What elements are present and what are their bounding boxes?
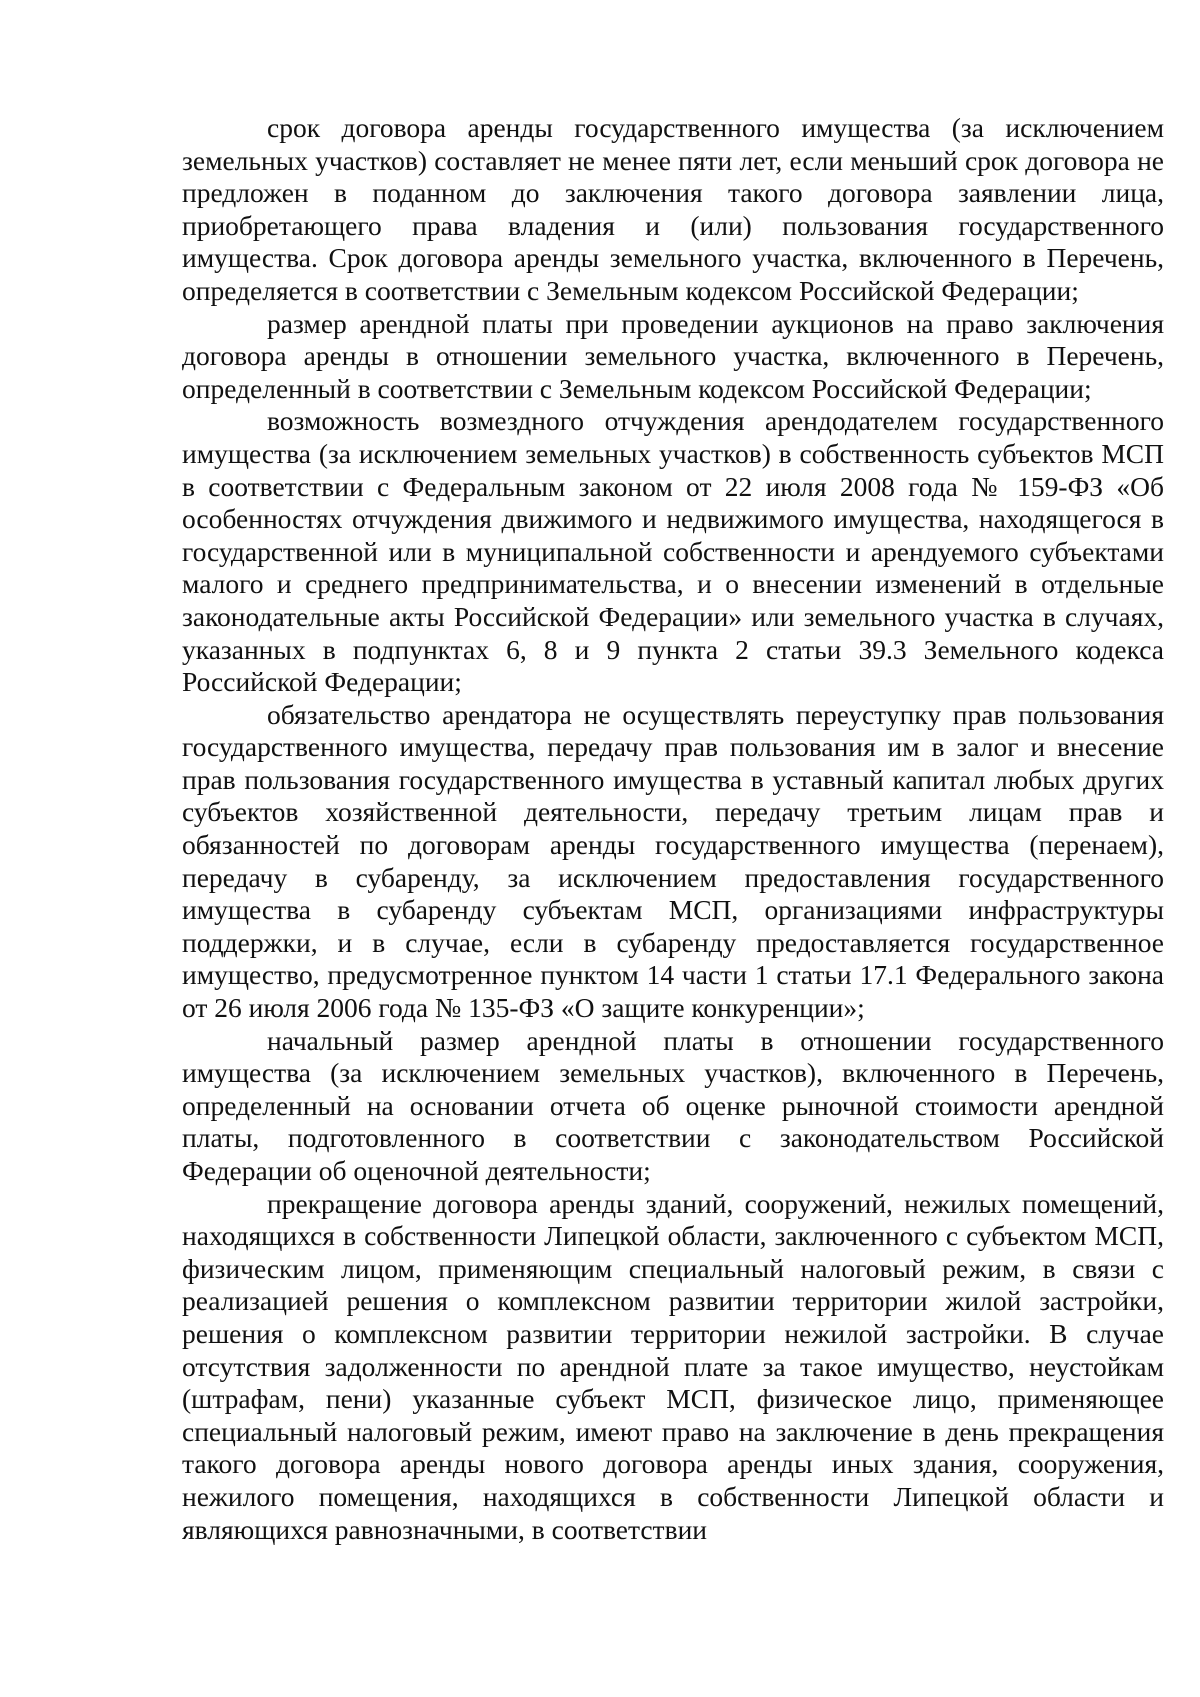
paragraph-tenant-obligation: обязательство арендатора не осуществлять переуступку прав пользования государственного имущества, передачу прав пользования им в залог и внесение прав пользования государственного имущества в уставный капитал любых других субъектов хозяйственной деятельности, передачу третьим лицам прав и обязанностей по договорам аренды государственного имущества (перенаем), передачу в субаренду, за исключением предоставления государственного имущества в субаренду субъектам МСП, организациями инфраструктуры поддержки, и в случае, если в субаренду предоставляется государственное имущество, предусмотренное пунктом 14 части 1 статьи 17.1 Федерального закона от 26 июля 2006 года № 135-ФЗ «О защите конкуренции»;: [182, 698, 1164, 1024]
document-page: [182, 112, 1164, 1546]
paragraph-termination: прекращение договора аренды зданий, сооружений, нежилых помещений, находящихся в собственности Липецкой области, заключенного с субъектом МСП, физическим лицом, применяющим специальный налоговый режим, в связи с реализацией решения о комплексном развитии территории жилой застройки, решения о комплексном развитии территории нежилой застройки. В случае отсутствия задолженности по арендной плате за такое имущество, неустойкам (штрафам, пени) указанные субъект МСП, физическое лицо, применяющее специальный налоговый режим, имеют право на заключение в день прекращения такого договора аренды нового договора аренды иных здания, сооружения, нежилого помещения, находящихся в собственности Липецкой области и являющихся равнозначными, в соответствии: [182, 1187, 1164, 1545]
paragraph-initial-rent: начальный размер арендной платы в отношении государственного имущества (за исключением земельных участков), включенного в Перечень, определенный на основании отчета об оценке рыночной стоимости арендной платы, подготовленного в соответствии с законодательством Российской Федерации об оценочной деятельности;: [182, 1024, 1164, 1186]
paragraph-auction-rent: размер арендной платы при проведении аукционов на право заключения договора аренды в отношении земельного участка, включенного в Перечень, определенный в соответствии с Земельным кодексом Российской Федерации;: [182, 307, 1164, 404]
paragraph-alienation: возможность возмездного отчуждения арендодателем государственного имущества (за исключением земельных участков) в собственность субъектов МСП в соответствии с Федеральным законом от 22 июля 2008 года № 159-ФЗ «Об особенностях отчуждения движимого и недвижимого имущества, находящегося в государственной или в муниципальной собственности и арендуемого субъектами малого и среднего предпринимательства, и о внесении изменений в отдельные законодательные акты Российской Федерации» или земельного участка в случаях, указанных в подпунктах 6, 8 и 9 пункта 2 статьи 39.3 Земельного кодекса Российской Федерации;: [182, 405, 1164, 698]
paragraph-lease-term: срок договора аренды государственного имущества (за исключением земельных участков) составляет не менее пяти лет, если меньший срок договора не предложен в поданном до заключения такого договора заявлении лица, приобретающего права владения и (или) пользования государственного имущества. Срок договора аренды земельного участка, включенного в Перечень, определяется в соответствии с Земельным кодексом Российской Федерации;: [182, 112, 1164, 306]
